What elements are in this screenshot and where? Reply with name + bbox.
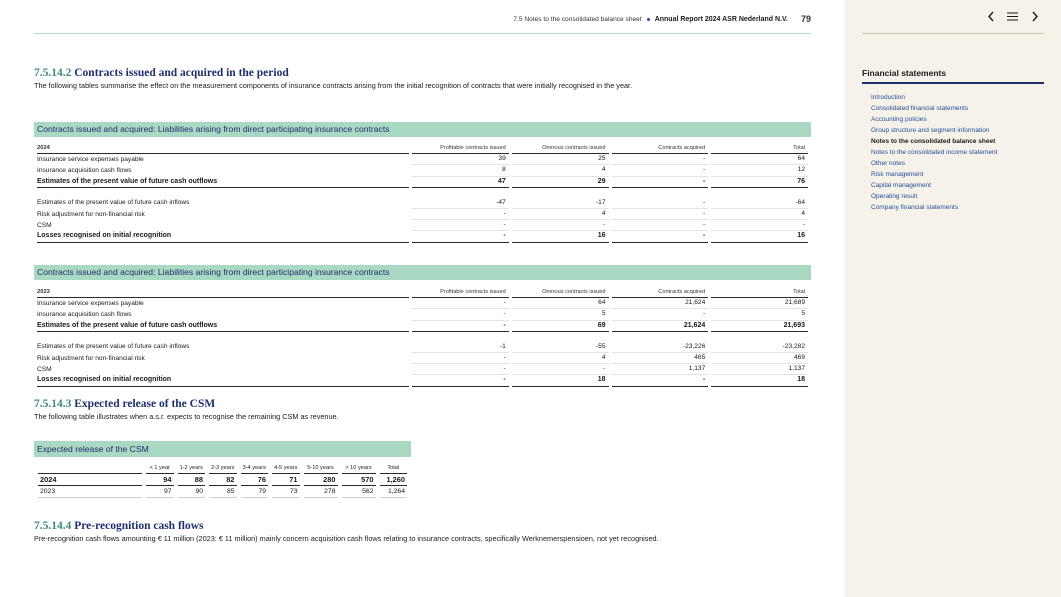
header-section-link[interactable]: 7.5 Notes to the consolidated balance sheet: [513, 15, 642, 23]
row-value: -: [412, 353, 509, 364]
spacer-cell: [512, 332, 609, 342]
row-label: Insurance service expenses payable: [37, 299, 144, 307]
toc-item[interactable]: Capital management: [871, 182, 931, 189]
row-value: -: [512, 364, 609, 375]
table-subtotal-row: [37, 321, 808, 332]
sidebar-panel: [845, 0, 1061, 597]
spacer-cell: [37, 332, 409, 342]
section-heading: [34, 67, 811, 79]
section-title: Pre-recognition cash flows: [74, 520, 204, 532]
row-value: 1,260: [380, 474, 408, 486]
row-value: 69: [512, 321, 609, 332]
spacer-cell: [512, 188, 609, 198]
spacer-cell: [711, 332, 808, 342]
column-header: 2-3 years: [209, 464, 237, 474]
row-value: 85: [209, 486, 237, 498]
row-value: 88: [178, 474, 206, 486]
toc-item[interactable]: Operating result: [871, 193, 918, 200]
row-label: Insurance service expenses payable: [37, 155, 144, 163]
table-row: [37, 198, 808, 209]
table-header-row: [38, 464, 407, 474]
row-value: -: [612, 198, 709, 209]
row-value: 8: [412, 165, 509, 176]
toc-item[interactable]: Introduction: [871, 94, 905, 101]
row-value: 278: [304, 486, 338, 498]
table-spacer-row: [37, 332, 808, 342]
header-divider: [34, 33, 811, 34]
row-value: 4: [512, 353, 609, 364]
row-value: 21,693: [711, 321, 808, 332]
column-header: Onerous contracts issued: [512, 287, 609, 298]
table-year-label: 2024: [37, 143, 409, 154]
row-label: Estimates of the present value of future cash inflows: [37, 343, 190, 351]
table-subtotal-row: [37, 231, 808, 242]
row-value: 18: [711, 375, 808, 386]
row-value: 97: [146, 486, 174, 498]
row-value: 5: [512, 309, 609, 320]
contracts-table-2023: [34, 287, 811, 387]
column-header: Total: [711, 287, 808, 298]
row-year: 2024: [38, 474, 142, 486]
row-value: -: [612, 231, 709, 242]
row-value: 64: [512, 298, 609, 309]
section-description: Pre-recognition cash flows amounting € 11 million (2023: € 11 million) mainly concern acquisition cash flows relating to insurance contracts, specifically Werknemerspensioen, not yet recognised.: [34, 534, 659, 543]
spacer-cell: [612, 188, 709, 198]
row-value: -: [612, 177, 709, 188]
page-navigation: [984, 9, 1041, 23]
row-value: 16: [711, 231, 808, 242]
column-header: Profitable contracts issued: [412, 143, 509, 154]
column-header: Onerous contracts issued: [512, 143, 609, 154]
table-row: [37, 298, 808, 309]
row-value: -23,226: [612, 342, 709, 353]
table-row: [37, 309, 808, 320]
row-value: 25: [512, 154, 609, 165]
spacer-cell: [412, 332, 509, 342]
table-row: [37, 353, 808, 364]
release-table-title-bar: Expected release of the CSM: [34, 441, 411, 457]
row-value: 18: [512, 375, 609, 386]
page-header: [513, 14, 811, 24]
row-value: -: [612, 165, 709, 176]
report-title: Annual Report 2024 ASR Nederland N.V.: [654, 15, 788, 23]
csm-release-table: [34, 464, 411, 498]
row-value: -: [412, 209, 509, 220]
section-pre-recognition: [34, 520, 811, 544]
table-row: [37, 209, 808, 220]
column-header: 3-4 years: [241, 464, 269, 474]
row-label: Insurance acquisition cash flows: [37, 166, 132, 174]
section-heading: [34, 520, 811, 532]
row-value: -: [612, 375, 709, 386]
column-header: < 1 year: [146, 464, 174, 474]
section-heading: [34, 398, 811, 410]
row-value: 47: [412, 177, 509, 188]
table-2023-title-bar: Contracts issued and acquired: Liabilities arising from direct participating insurance contracts: [34, 265, 811, 280]
section-number: 7.5.14.3: [34, 398, 72, 410]
menu-icon[interactable]: [1006, 9, 1019, 23]
row-value: -64: [711, 198, 808, 209]
toc-item[interactable]: Group structure and segment information: [871, 127, 990, 134]
column-header: Contracts acquired: [612, 143, 709, 154]
row-year: 2023: [38, 486, 142, 498]
row-value: 29: [512, 177, 609, 188]
section-csm-release: [34, 398, 811, 422]
row-value: 82: [209, 474, 237, 486]
table-row: [37, 342, 808, 353]
chevron-left-icon[interactable]: [984, 9, 997, 23]
row-value: 570: [342, 474, 376, 486]
row-value: -: [412, 321, 509, 332]
row-value: -1: [412, 342, 509, 353]
header-separator-dot: [647, 18, 650, 21]
row-value: 71: [272, 474, 300, 486]
toc-item[interactable]: Accounting policies: [871, 116, 927, 123]
section-number: 7.5.14.2: [34, 67, 72, 79]
row-value: -17: [512, 198, 609, 209]
row-value: -: [412, 298, 509, 309]
column-header: 5-10 years: [304, 464, 338, 474]
spacer-cell: [711, 188, 808, 198]
row-label: Estimates of the present value of future cash outflows: [37, 177, 409, 188]
table-row: [37, 165, 808, 176]
row-label: Risk adjustment for non-financial risk: [37, 354, 145, 362]
table-of-contents: [871, 92, 1051, 213]
table-row: [38, 474, 407, 486]
row-label: Insurance acquisition cash flows: [37, 310, 132, 318]
chevron-right-icon[interactable]: [1028, 9, 1041, 23]
table-row: [37, 220, 808, 231]
table-subtotal-row: [37, 375, 808, 386]
table-2024-title-bar: Contracts issued and acquired: Liabilities arising from direct participating insurance contracts: [34, 122, 811, 137]
row-value: 469: [711, 353, 808, 364]
row-value: -: [711, 220, 808, 231]
column-header: > 10 years: [342, 464, 376, 474]
row-label: Losses recognised on initial recognition: [37, 231, 409, 242]
section-description: The following tables summarise the effect on the measurement components of insurance contracts arising from the initial recognition of contracts that were initially recognised in the year.: [34, 81, 633, 90]
row-value: -47: [412, 198, 509, 209]
toc-item[interactable]: Notes to the consolidated balance sheet: [871, 138, 996, 145]
spacer-cell: [612, 332, 709, 342]
row-value: -: [412, 231, 509, 242]
row-value: 280: [304, 474, 338, 486]
table-header-row: [37, 143, 808, 154]
row-label: Risk adjustment for non-financial risk: [37, 210, 145, 218]
table-row: [37, 364, 808, 375]
table-header-row: [37, 287, 808, 298]
header-spacer: [38, 464, 142, 474]
row-value: -: [612, 220, 709, 231]
table-row: [38, 486, 407, 498]
row-value: -: [412, 220, 509, 231]
toc-item[interactable]: Notes to the consolidated income statement: [871, 149, 998, 156]
row-value: -: [512, 220, 609, 231]
table-row: [37, 154, 808, 165]
row-value: 76: [241, 474, 269, 486]
toc-item[interactable]: Other notes: [871, 160, 905, 167]
column-header: Profitable contracts issued: [412, 287, 509, 298]
row-value: 1,137: [711, 364, 808, 375]
row-value: 4: [512, 209, 609, 220]
row-value: -: [612, 154, 709, 165]
toc-item[interactable]: Company financial statements: [871, 204, 959, 211]
sidebar-heading: Financial statements: [862, 68, 1044, 84]
spacer-cell: [412, 188, 509, 198]
row-value: 64: [711, 154, 808, 165]
row-value: 16: [512, 231, 609, 242]
row-value: 90: [178, 486, 206, 498]
column-header: 1-2 years: [178, 464, 206, 474]
row-value: -: [412, 364, 509, 375]
row-value: 12: [711, 165, 808, 176]
row-value: -: [412, 375, 509, 386]
section-description: The following table illustrates when a.s.r. expects to recognise the remaining CSM as revenue.: [34, 412, 339, 421]
row-label: Losses recognised on initial recognition: [37, 375, 409, 386]
row-value: -55: [512, 342, 609, 353]
row-value: 1,137: [612, 364, 709, 375]
table-spacer-row: [37, 188, 808, 198]
section-title: Expected release of the CSM: [74, 398, 216, 410]
table-year-label: 2023: [37, 287, 409, 298]
row-value: 4: [512, 165, 609, 176]
row-label: CSM: [37, 221, 52, 229]
column-header: Contracts acquired: [612, 287, 709, 298]
section-number: 7.5.14.4: [34, 520, 72, 532]
row-label: CSM: [37, 365, 52, 373]
row-value: 21,624: [612, 321, 709, 332]
table-subtotal-row: [37, 177, 808, 188]
column-header: Total: [380, 464, 408, 474]
row-value: 1,264: [380, 486, 408, 498]
row-value: 73: [272, 486, 300, 498]
toc-item[interactable]: Risk management: [871, 171, 924, 178]
row-value: 5: [711, 309, 808, 320]
row-value: 21,624: [612, 298, 709, 309]
row-value: 94: [146, 474, 174, 486]
toc-item[interactable]: Consolidated financial statements: [871, 105, 969, 112]
row-value: -23,282: [711, 342, 808, 353]
contracts-table-2024: [34, 143, 811, 243]
row-value: 465: [612, 353, 709, 364]
spacer-cell: [37, 188, 409, 198]
column-header: 4-5 years: [272, 464, 300, 474]
row-value: -: [612, 209, 709, 220]
section-title: Contracts issued and acquired in the period: [74, 67, 289, 79]
row-value: 39: [412, 154, 509, 165]
row-label: Estimates of the present value of future cash outflows: [37, 321, 409, 332]
sidebar-divider: [862, 33, 1044, 34]
row-value: -: [612, 309, 709, 320]
row-value: 4: [711, 209, 808, 220]
row-value: 79: [241, 486, 269, 498]
row-value: 21,689: [711, 298, 808, 309]
section-contracts-issued: [34, 67, 811, 91]
row-value: 76: [711, 177, 808, 188]
row-value: -: [412, 309, 509, 320]
row-value: 562: [342, 486, 376, 498]
page-number: 79: [800, 14, 811, 24]
row-label: Estimates of the present value of future cash inflows: [37, 199, 190, 207]
column-header: Total: [711, 143, 808, 154]
